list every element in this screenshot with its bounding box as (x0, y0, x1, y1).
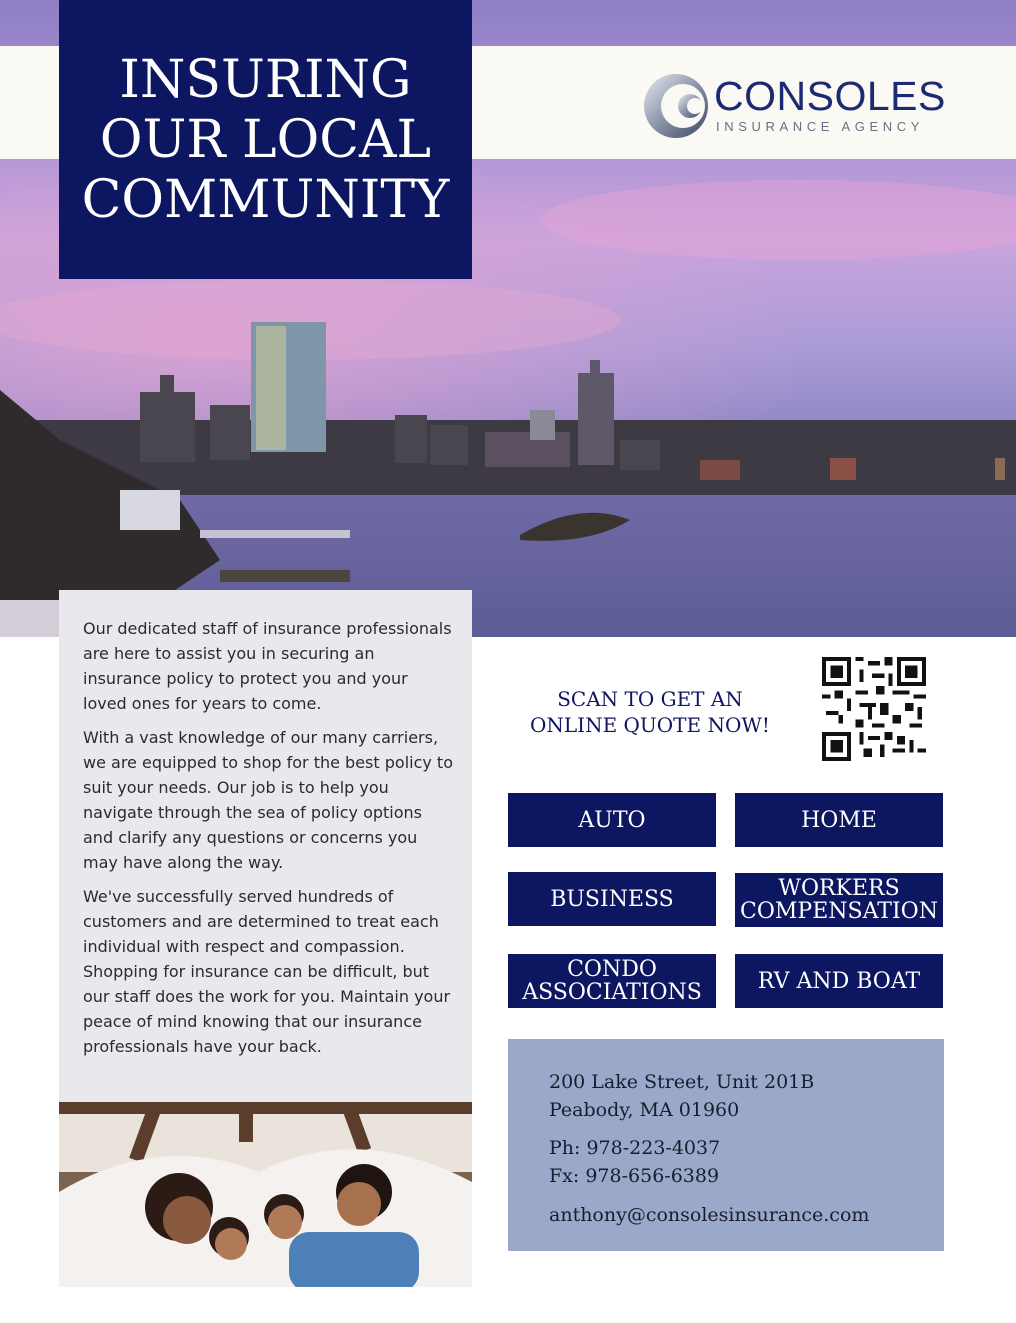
auto-label: AUTO (578, 807, 646, 833)
family-photo (59, 1102, 472, 1323)
family-illustration (59, 1102, 472, 1323)
headline-line-3: COMMUNITY (81, 169, 450, 230)
business-insurance-button[interactable] (508, 872, 716, 926)
business-label: BUSINESS (550, 886, 674, 912)
condo-associations-button[interactable] (508, 954, 716, 1008)
address-line-1: 200 Lake Street, Unit 201B (549, 1071, 815, 1093)
intro-paragraph-3: We've successfully served hundreds of customers and are determined to treat each individual with respect and compassion. Shopping for insurance can be difficult, but our staff does the work for you. Maintain your peace of mind knowing that our insurance professionals have your back. (83, 887, 451, 1056)
home-label: HOME (801, 807, 877, 833)
consoles-swirl-icon (640, 70, 712, 142)
logo-wordmark: CONSOLES (714, 73, 946, 119)
headline-box (59, 0, 472, 279)
phone-number[interactable]: Ph: 978-223-4037 (549, 1137, 721, 1159)
home-insurance-button[interactable] (735, 793, 943, 847)
headline-line-1: INSURING (119, 49, 412, 110)
fax-number: Fx: 978-656-6389 (549, 1165, 720, 1187)
qr-code-icon[interactable] (822, 657, 926, 761)
logo-tagline: INSURANCE AGENCY (716, 119, 924, 134)
intro-paragraph-1: Our dedicated staff of insurance professionals are here to assist you in securing an insurance policy to protect you and your loved ones for years to come. (83, 619, 452, 713)
contact-panel (508, 1039, 944, 1251)
auto-insurance-button[interactable] (508, 793, 716, 847)
workers-label-line-1: WORKERS (778, 876, 900, 901)
email-link[interactable]: anthony@consolesinsurance.com (549, 1204, 870, 1226)
rv-boat-label: RV AND BOAT (757, 968, 921, 994)
scan-line-1: SCAN TO GET AN (557, 687, 743, 711)
condo-label-line-2: ASSOCIATIONS (522, 980, 702, 1005)
scan-quote-callout (520, 686, 780, 738)
address-line-2: Peabody, MA 01960 (549, 1099, 740, 1121)
workers-label-line-2: COMPENSATION (740, 899, 938, 924)
rv-and-boat-button[interactable] (735, 954, 943, 1008)
workers-compensation-button[interactable] (735, 873, 943, 927)
intro-paragraph-2: With a vast knowledge of our many carriers, we are equipped to shop for the best policy to suit your needs. Our job is to help you navigate through the sea of policy options and clarify any questions or concerns you may have along the way. (83, 728, 453, 872)
company-logo (640, 68, 960, 144)
scan-line-2: ONLINE QUOTE NOW! (530, 713, 770, 737)
condo-label-line-1: CONDO (567, 957, 657, 982)
headline-line-2: OUR LOCAL (99, 109, 432, 170)
intro-copy-panel (59, 590, 472, 1102)
